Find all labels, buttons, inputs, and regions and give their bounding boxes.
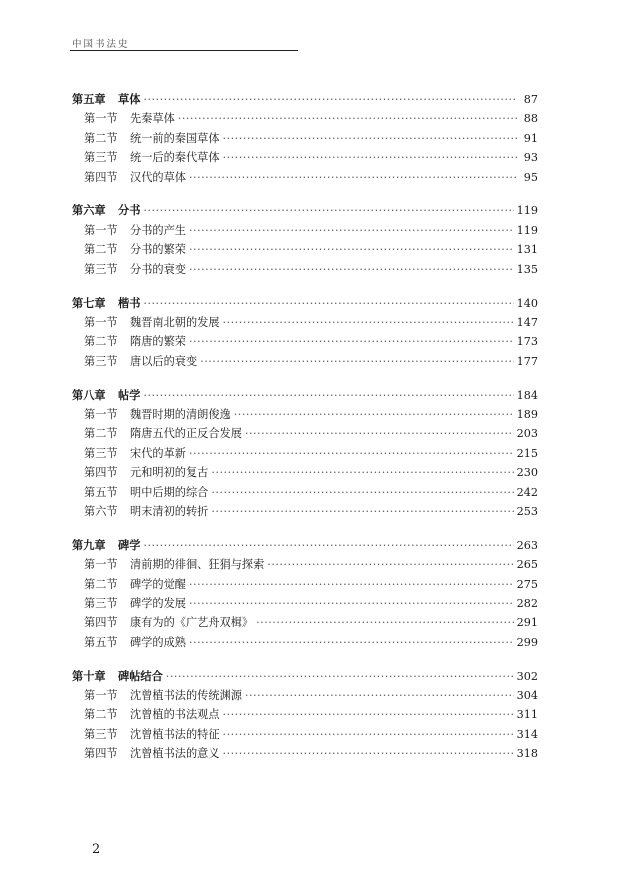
toc-leader-dots — [189, 332, 514, 351]
toc-entry-title: 沈曾植书法的特征 — [130, 727, 220, 741]
toc-entry-number: 第三节 — [84, 354, 118, 368]
toc-leader-dots — [189, 240, 514, 259]
toc-leader-dots — [211, 502, 513, 521]
toc-entry-number: 第六章 — [72, 203, 106, 218]
toc-chapter — [72, 294, 538, 372]
toc-section-entry[interactable] — [72, 168, 538, 187]
toc-entry-number: 第二节 — [84, 335, 118, 349]
toc-entry-title: 分书 — [118, 203, 141, 218]
toc-section-entry[interactable] — [72, 463, 538, 482]
toc-entry-page: 93 — [523, 151, 538, 165]
toc-section-entry[interactable] — [72, 686, 538, 705]
toc-entry-page: 302 — [516, 669, 538, 683]
toc-leader-dots — [189, 444, 514, 463]
toc-entry-title: 碑帖结合 — [118, 668, 163, 683]
page-number: 2 — [92, 842, 101, 857]
toc-leader-dots — [223, 148, 517, 167]
toc-entry-page: 119 — [516, 223, 538, 237]
toc-entry-number: 第二节 — [84, 577, 118, 591]
toc-entry-page: 215 — [516, 446, 538, 460]
toc-entry-page: 177 — [516, 354, 538, 368]
toc-section-entry[interactable] — [72, 148, 538, 167]
toc-entry-page: 135 — [516, 262, 538, 276]
toc-leader-dots — [211, 483, 513, 502]
toc-leader-dots — [223, 705, 514, 724]
toc-section-entry[interactable] — [72, 240, 538, 259]
toc-entry-number: 第三节 — [84, 151, 118, 165]
toc-entry-title: 魏晋时期的清朗俊逸 — [130, 407, 231, 421]
toc-entry-number: 第四节 — [84, 466, 118, 480]
toc-leader-dots — [189, 221, 514, 240]
toc-section-entry[interactable] — [72, 594, 538, 613]
toc-entry-number: 第六节 — [84, 504, 118, 518]
toc-entry-title: 统一后的秦代草体 — [130, 151, 220, 165]
toc-entry-title: 明中后期的综合 — [130, 485, 209, 499]
toc-entry-number: 第三节 — [84, 727, 118, 741]
header-rule — [70, 50, 298, 51]
toc-entry-number: 第八章 — [72, 387, 106, 402]
toc-entry-number: 第十章 — [72, 668, 106, 683]
toc-entry-number: 第四节 — [84, 747, 118, 761]
toc-entry-number: 第三节 — [84, 262, 118, 276]
toc-leader-dots — [245, 424, 514, 443]
toc-entry-page: 318 — [516, 747, 538, 761]
toc-entry-number: 第一节 — [84, 407, 118, 421]
toc-leader-dots — [223, 744, 514, 763]
toc-chapter — [72, 201, 538, 279]
toc-entry-page: 299 — [516, 635, 538, 649]
toc-leader-dots — [143, 386, 513, 405]
toc-entry-title: 分书的产生 — [130, 223, 186, 237]
toc-entry-title: 碑学 — [118, 537, 141, 552]
toc-leader-dots — [256, 613, 514, 632]
toc-entry-page: 242 — [516, 485, 538, 499]
toc-entry-page: 304 — [516, 689, 538, 703]
toc-leader-dots — [189, 594, 514, 613]
toc-leader-dots — [189, 260, 514, 279]
toc-entry-title: 草体 — [118, 92, 141, 106]
toc-chapter-entry[interactable] — [72, 201, 538, 220]
toc-section-entry[interactable] — [72, 744, 538, 763]
toc-leader-dots — [143, 201, 513, 220]
toc-section-entry[interactable] — [72, 405, 538, 424]
toc-entry-number: 第一节 — [84, 558, 118, 572]
toc-entry-title: 沈曾植的书法观点 — [130, 708, 220, 722]
toc-chapter-entry[interactable] — [72, 386, 538, 405]
toc-chapter-entry[interactable] — [72, 90, 538, 109]
toc-entry-page: 140 — [516, 296, 538, 310]
toc-entry-title: 隋唐的繁荣 — [130, 335, 186, 349]
toc-section-entry[interactable] — [72, 221, 538, 240]
toc-entry-page: 95 — [523, 170, 538, 184]
toc-leader-dots — [245, 686, 514, 705]
toc-chapter — [72, 667, 538, 764]
toc-leader-dots — [166, 667, 514, 686]
table-of-contents — [72, 90, 538, 778]
toc-chapter-entry[interactable] — [72, 536, 538, 555]
toc-entry-title: 清前期的徘徊、狂狷与探索 — [130, 558, 265, 572]
toc-section-entry[interactable] — [72, 555, 538, 574]
toc-entry-page: 263 — [516, 538, 538, 552]
toc-entry-title: 隋唐五代的正反合发展 — [130, 427, 242, 441]
toc-leader-dots — [189, 575, 514, 594]
toc-entry-page: 275 — [516, 577, 538, 591]
toc-entry-title: 楷书 — [118, 295, 141, 310]
toc-entry-number: 第五章 — [72, 92, 106, 106]
toc-entry-title: 分书的衰变 — [130, 262, 186, 276]
toc-entry-number: 第三节 — [84, 596, 118, 610]
toc-leader-dots — [143, 294, 513, 313]
toc-leader-dots — [189, 168, 517, 187]
toc-entry-title: 沈曾植书法的意义 — [130, 747, 220, 761]
toc-entry-title: 分书的繁荣 — [130, 243, 186, 257]
toc-entry-title: 唐以后的衰变 — [130, 354, 198, 368]
toc-entry-title: 汉代的草体 — [130, 170, 186, 184]
toc-entry-page: 184 — [516, 388, 538, 402]
toc-section-entry[interactable] — [72, 502, 538, 521]
toc-leader-dots — [223, 313, 514, 332]
toc-entry-page: 282 — [516, 596, 538, 610]
toc-entry-number: 第七章 — [72, 295, 106, 310]
toc-chapter — [72, 386, 538, 522]
toc-entry-number: 第一节 — [84, 315, 118, 329]
toc-leader-dots — [223, 129, 517, 148]
toc-entry-number: 第三节 — [84, 446, 118, 460]
toc-leader-dots — [267, 555, 513, 574]
toc-section-entry[interactable] — [72, 260, 538, 279]
toc-leader-dots — [223, 725, 514, 744]
toc-section-entry[interactable] — [72, 313, 538, 332]
toc-entry-number: 第二节 — [84, 131, 118, 145]
toc-section-entry[interactable] — [72, 444, 538, 463]
toc-entry-title: 宋代的革新 — [130, 446, 186, 460]
toc-entry-title: 先秦草体 — [130, 112, 175, 126]
toc-leader-dots — [178, 109, 517, 128]
toc-entry-number: 第一节 — [84, 689, 118, 703]
toc-entry-title: 明末清初的转折 — [130, 504, 209, 518]
toc-entry-number: 第四节 — [84, 616, 118, 630]
toc-entry-title: 碑学的觉醒 — [130, 577, 186, 591]
toc-entry-page: 314 — [516, 727, 538, 741]
toc-entry-title: 帖学 — [118, 387, 141, 402]
toc-entry-page: 131 — [516, 243, 538, 257]
toc-entry-page: 203 — [516, 427, 538, 441]
toc-entry-number: 第二节 — [84, 243, 118, 257]
toc-entry-title: 沈曾植书法的传统渊源 — [130, 689, 242, 703]
toc-section-entry[interactable] — [72, 633, 538, 652]
toc-entry-page: 253 — [516, 504, 538, 518]
toc-entry-page: 230 — [516, 466, 538, 480]
toc-chapter-entry[interactable] — [72, 667, 538, 686]
running-head: 中国书法史 — [72, 39, 130, 50]
toc-entry-number: 第五节 — [84, 485, 118, 499]
toc-section-entry[interactable] — [72, 725, 538, 744]
toc-entry-number: 第一节 — [84, 223, 118, 237]
toc-entry-number: 第一节 — [84, 112, 118, 126]
toc-leader-dots — [143, 536, 513, 555]
toc-entry-title: 魏晋南北朝的发展 — [130, 315, 220, 329]
toc-entry-page: 147 — [516, 315, 538, 329]
toc-section-entry[interactable] — [72, 109, 538, 128]
toc-entry-page: 189 — [516, 407, 538, 421]
toc-entry-title: 统一前的秦国草体 — [130, 131, 220, 145]
toc-section-entry[interactable] — [72, 613, 538, 632]
toc-entry-title: 碑学的成熟 — [130, 635, 186, 649]
toc-entry-number: 第四节 — [84, 170, 118, 184]
toc-entry-number: 第二节 — [84, 708, 118, 722]
toc-leader-dots — [234, 405, 514, 424]
toc-entry-page: 173 — [516, 335, 538, 349]
toc-leader-dots — [200, 352, 514, 371]
toc-section-entry[interactable] — [72, 332, 538, 351]
toc-section-entry[interactable] — [72, 575, 538, 594]
toc-chapter — [72, 90, 538, 187]
toc-section-entry[interactable] — [72, 129, 538, 148]
toc-entry-page: 87 — [523, 93, 538, 106]
toc-entry-title: 元和明初的复古 — [130, 466, 209, 480]
toc-entry-page: 265 — [516, 558, 538, 572]
toc-entry-number: 第二节 — [84, 427, 118, 441]
toc-entry-page: 119 — [516, 204, 538, 218]
toc-entry-number: 第五节 — [84, 635, 118, 649]
toc-entry-page: 91 — [523, 131, 538, 145]
toc-entry-page: 311 — [516, 708, 538, 722]
toc-entry-page: 291 — [516, 616, 538, 630]
toc-leader-dots — [211, 463, 513, 482]
toc-section-entry[interactable] — [72, 705, 538, 724]
toc-chapter — [72, 536, 538, 652]
toc-section-entry[interactable] — [72, 483, 538, 502]
toc-leader-dots — [143, 90, 517, 109]
toc-section-entry[interactable] — [72, 424, 538, 443]
toc-chapter-entry[interactable] — [72, 294, 538, 313]
toc-entry-page: 88 — [523, 112, 538, 126]
toc-leader-dots — [189, 633, 514, 652]
toc-entry-title: 康有为的《广艺舟双楫》 — [130, 616, 254, 630]
toc-section-entry[interactable] — [72, 352, 538, 371]
toc-entry-number: 第九章 — [72, 537, 106, 552]
toc-entry-title: 碑学的发展 — [130, 596, 186, 610]
